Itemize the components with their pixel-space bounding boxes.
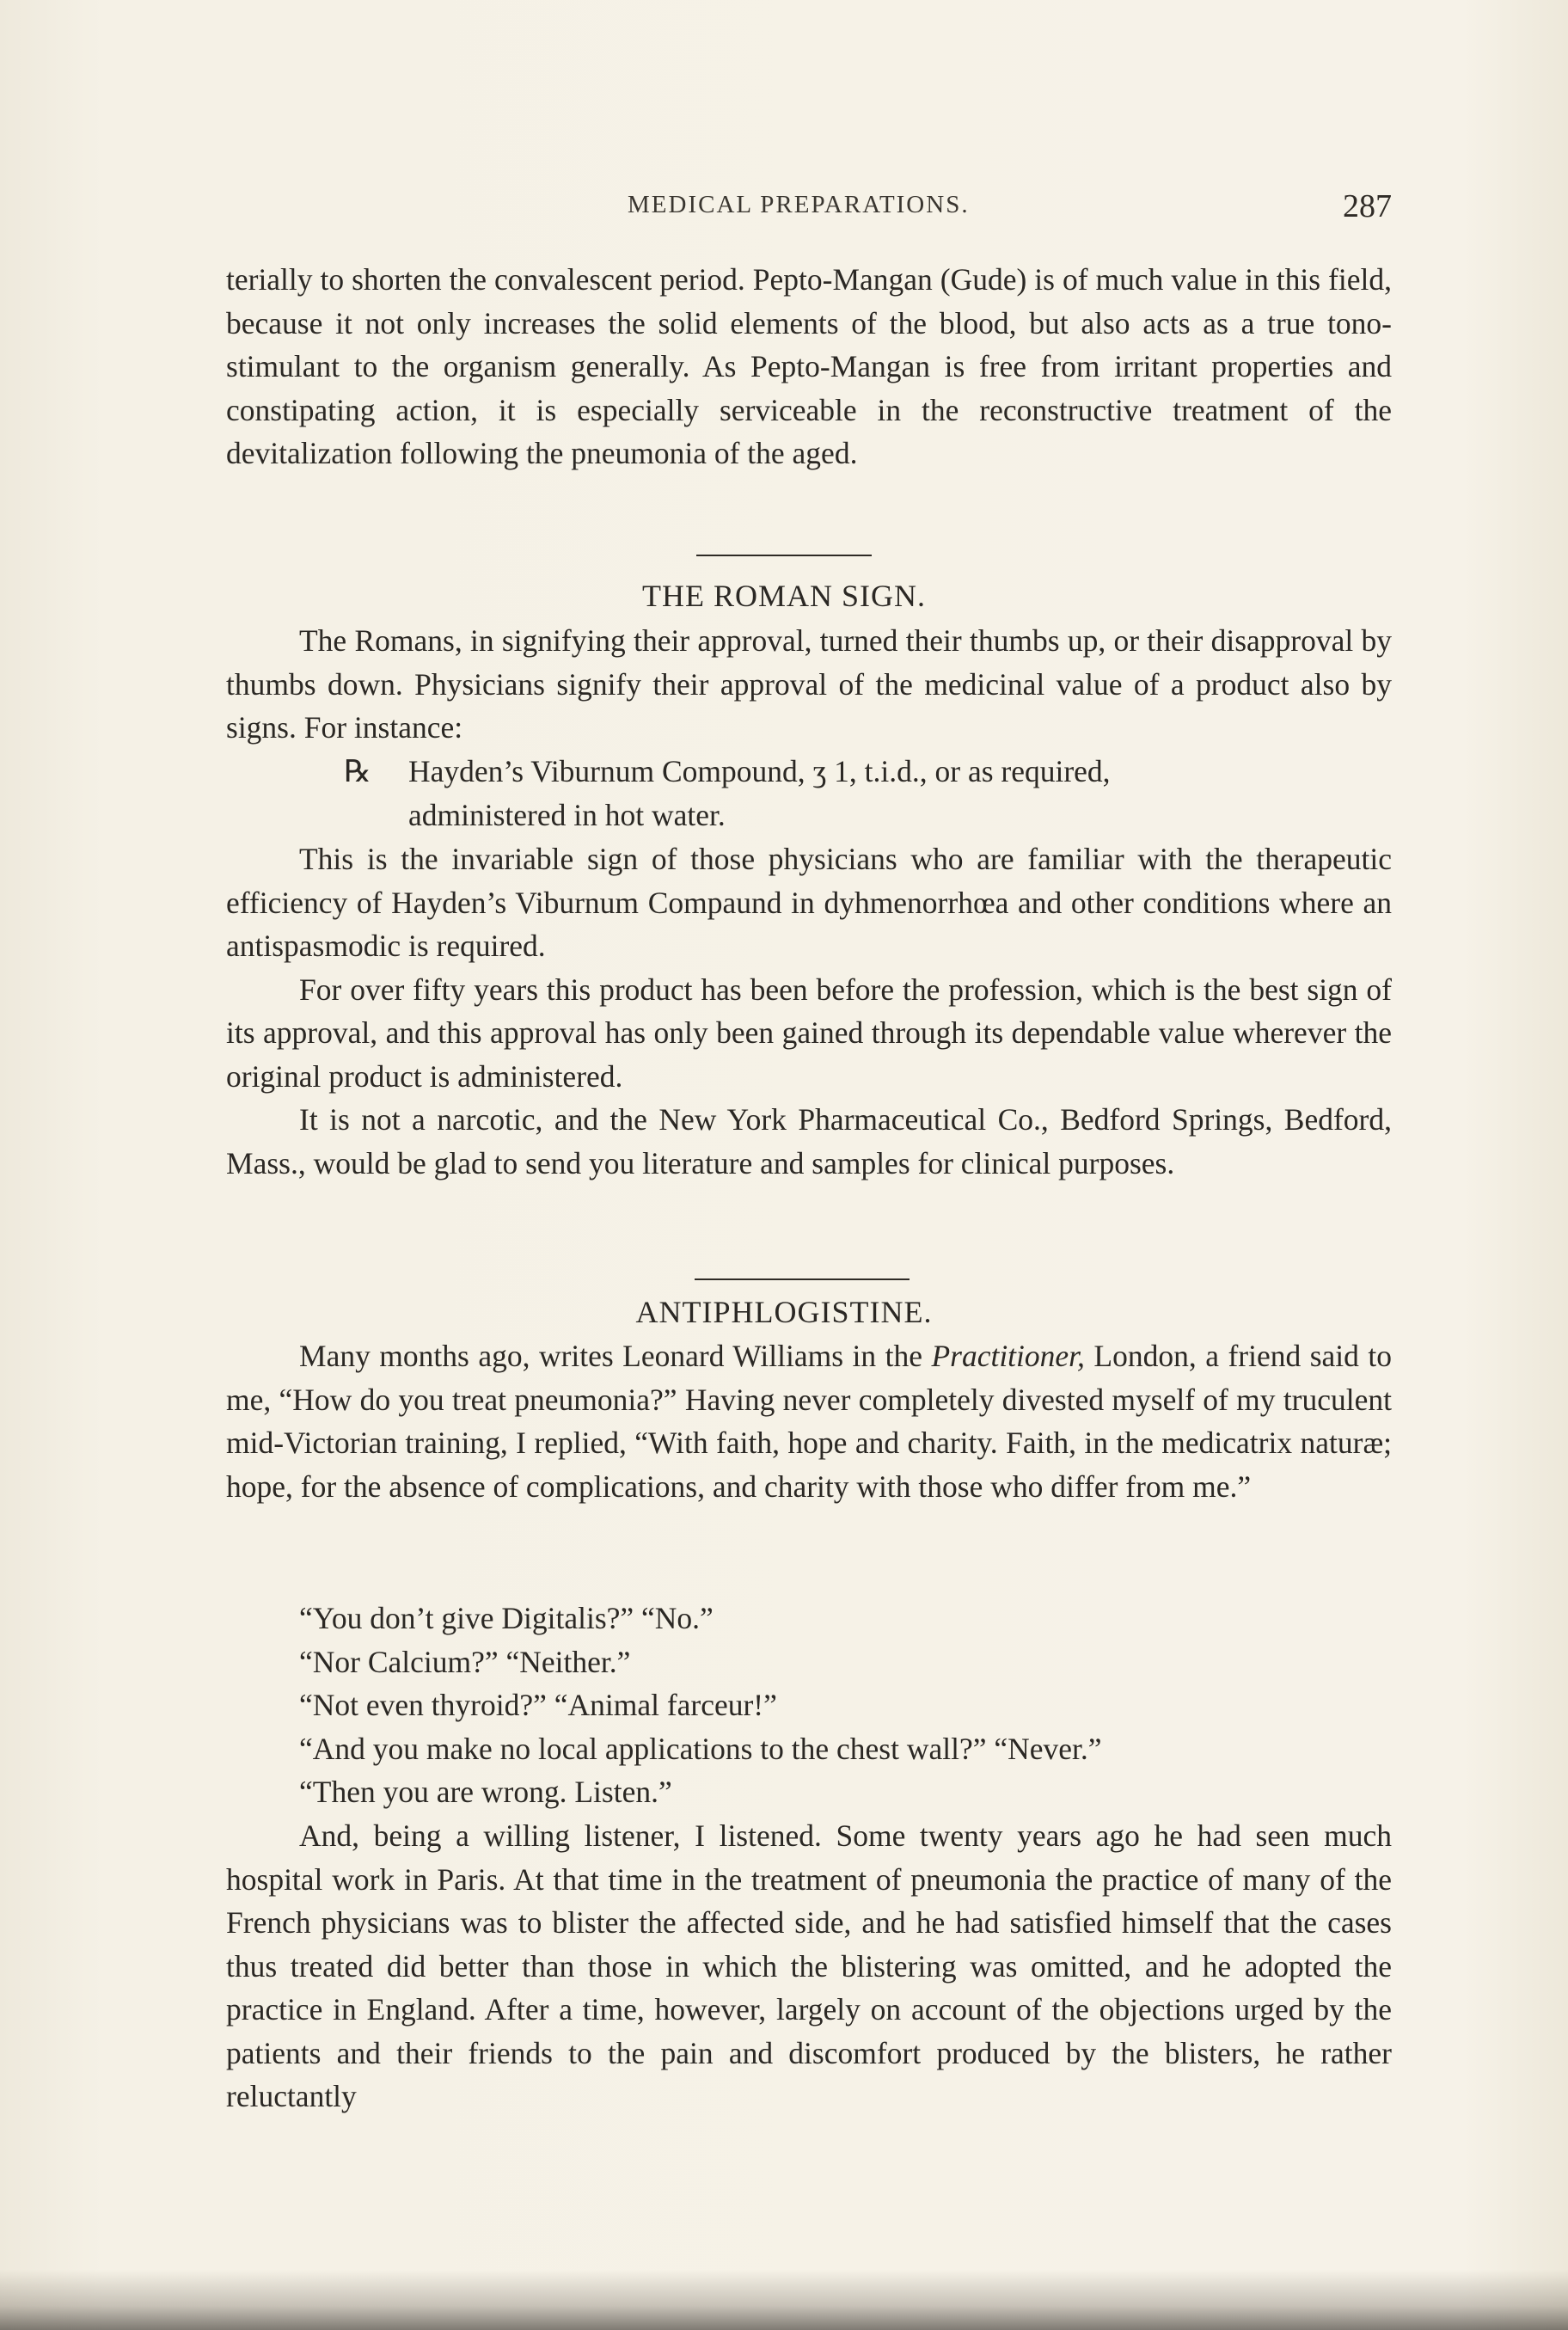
section-divider bbox=[695, 1278, 910, 1280]
section-heading-roman-sign: THE ROMAN SIGN. bbox=[642, 579, 926, 613]
dialogue-line-2: “Nor Calcium?” “Neither.” bbox=[299, 1645, 631, 1679]
roman-sign-paragraph-4: It is not a narcotic, and the New York Pharmaceutical Co., Bedford Springs, Bedford, Mass., would be glad to send you literature and samples for clinical purposes. bbox=[226, 1102, 1392, 1180]
section-heading-antiphlogistine: ANTIPHLOGISTINE. bbox=[635, 1295, 933, 1329]
prescription-line-2: administered in hot water. bbox=[408, 797, 726, 832]
section-divider bbox=[696, 555, 872, 556]
antiphlogistine-paragraph-1-block bbox=[226, 1334, 1392, 1508]
paragraph-text: Many months ago, writes Leonard Williams in the bbox=[299, 1339, 932, 1373]
roman-sign-paragraph-3: For over fifty years this product has been before the profession, which is the best sign of its approval, and this approval has only been gained through its dependable value wherever the original product is administered. bbox=[226, 972, 1392, 1094]
dialogue-line-5: “Then you are wrong. Listen.” bbox=[299, 1775, 672, 1809]
paragraph-text: London, a friend said to me, “How do you treat pneumonia?” Having never completely divested myself of my truculent mid-Victorian training, I replied, “With faith, hope and charity. Faith, in the medicatrix naturæ; hope, for the absence of complications, and charity with those who differ from me.” bbox=[226, 1339, 1392, 1504]
roman-sign-paragraphs-block bbox=[226, 837, 1392, 1185]
antiphlogistine-paragraph-1 bbox=[226, 1334, 1392, 1508]
roman-sign-paragraph-1: The Romans, in signifying their approval, turned their thumbs up, or their disapproval by thumbs down. Physicians signify their approval of the medicinal value of a product also by signs. For instance: bbox=[226, 623, 1392, 745]
intro-paragraph-block bbox=[226, 258, 1392, 475]
dialogue-line-1: “You don’t give Digitalis?” “No.” bbox=[299, 1601, 714, 1635]
intro-paragraph: terially to shorten the convalescent period. Pepto-Mangan (Gude) is of much value in this field, because it not only increases the solid elements of the blood, but also acts as a true tono-stimulant to the organism generally. As Pepto-Mangan is free from irritant properties and constipating action, it is especially serviceable in the reconstructive treatment of the devitalization following the pneumonia of the aged. bbox=[226, 262, 1392, 470]
page-edge-shadow bbox=[0, 2270, 1568, 2330]
roman-sign-paragraph-1-block bbox=[226, 619, 1392, 750]
antiphlogistine-paragraph-2-block bbox=[226, 1814, 1392, 2118]
journal-title: Practitioner, bbox=[931, 1339, 1085, 1373]
dialogue-line-3: “Not even thyroid?” “Animal farceur!” bbox=[299, 1688, 777, 1722]
page-number: 287 bbox=[1343, 188, 1392, 224]
antiphlogistine-paragraph-2: And, being a willing listener, I listened. Some twenty years ago he had seen much hospital work in Paris. At that time in the treatment of pneumonia the practice of many of the French physicians was to blister the affected side, and he had satisfied himself that the cases thus treated did better than those in which the blistering was omitted, and he adopted the practice in England. After a time, however, largely on account of the objections urged by the patients and their friends to the pain and discomfort produced by the blisters, he rather reluctantly bbox=[226, 1818, 1392, 2113]
prescription-sign-icon: ℞ bbox=[344, 754, 371, 788]
prescription-line-1: Hayden’s Viburnum Compound, ʒ 1, t.i.d., or as required, bbox=[408, 754, 1111, 788]
prescription-block bbox=[344, 750, 1111, 832]
dialogue-line-4: “And you make no local applications to the chest wall?” “Never.” bbox=[299, 1732, 1102, 1766]
roman-sign-paragraph-2: This is the invariable sign of those physicians who are familiar with the therapeutic efficiency of Hayden’s Viburnum Compaund in dyhmenorrhœa and other conditions where an antispasmodic is required. bbox=[226, 842, 1392, 963]
running-head: MEDICAL PREPARATIONS. bbox=[628, 191, 970, 218]
